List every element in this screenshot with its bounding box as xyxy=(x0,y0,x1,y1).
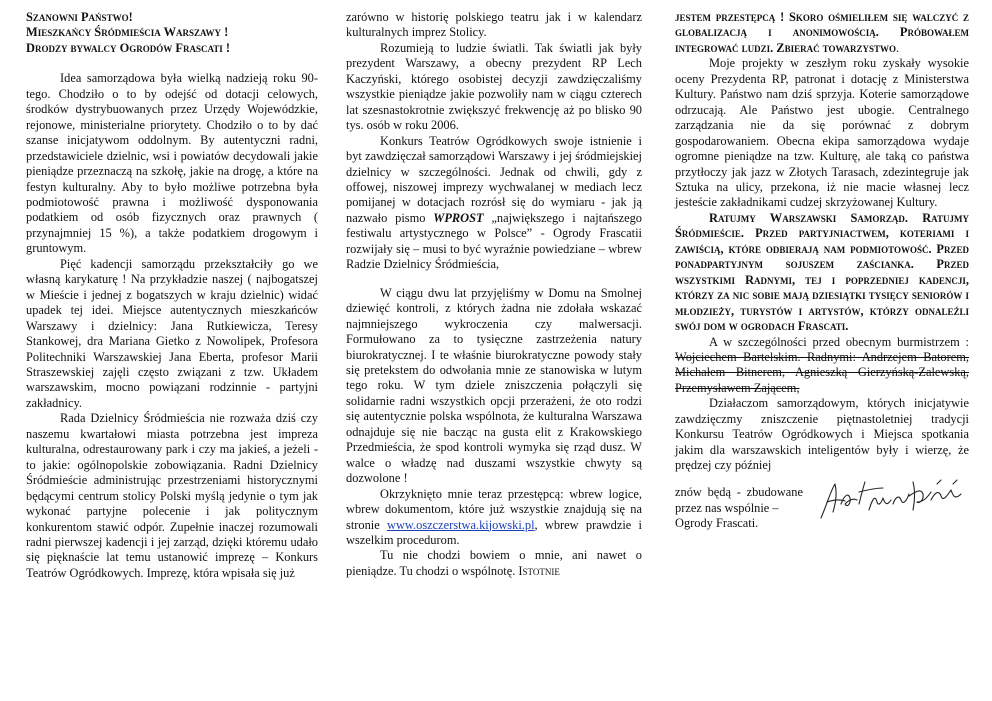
text-span: , wbrew prawdzie i wszelkim procedurom. xyxy=(346,517,642,547)
website-link[interactable]: www.oszczerstwa.kijowski.pl xyxy=(387,517,535,532)
paragraph-criminal xyxy=(675,10,969,56)
paragraph-inspections: W ciągu dwu lat przyjęliśmy w Domu na Smolnej dziewięć kontroli, z których żadna nie zdołała wskazać najmniejszego wykroczenia czy malwersacji. Formułowano za to tysięczne zastrzeżenia natury biurokratycznej. I te właśnie biurokratyczne powody stały się pretekstem do odwołania mnie ze stanowiska w lutym tego roku. W tym dziele zniszczenia połączyli się solidarnie radni wszystkich opcji przerażeni, że oto rodzi się autentycznie polska wspólnota, że kulturalna Warszawa odnajduje się nie bacząc na gusta elit z Krakowskiego Przedmieścia, że spod kontroli wymyka się rząd dusz. W walce o władzę nad duszami wszystkie chwyty są dozwolone ! xyxy=(346,285,642,486)
greeting-line-3: Drodzy bywalcy Ogrodów Frascati ! xyxy=(26,40,231,55)
smallcaps-span: Istotnie xyxy=(518,563,560,578)
column-2 xyxy=(346,10,642,579)
paragraph-projects: Moje projekty w zeszłym roku zyskały wysokie oceny Prezydenta RP, patronat i dotację z Ministerstwa Kultury. Państwo nam dziś sprzyja. Koterie samorządowe odrzucają. Ale Państwo jest ubogie. Centralnego zarządzania nie da się porównać z dobrym gospodarowaniem. Obecna ekipa samorządowa wydaje ogromne pieniądze na tzw. Kulturę, ale taką co państwa przytłoczy jak jazz w Złotych Tarasach, zdezintegruje jak Sztuka na ulicy, przekona, iż nie macie własnej lecz jesteście zakładnikami cudzej skrzyżowanej Kultury. xyxy=(675,56,969,210)
greeting-line-1: Szanowni Państwo! xyxy=(26,10,133,24)
paragraph-idea: Idea samorządowa była wielką nadzieją roku 90-tego. Chodziło o to by odejść od dotacji celowych, środków dystrybuowanych przez Urzędy Wojewódzkie, rejonowe, ministerialne priorytety. Chodziło o to by dać szanse inicjatywom oddolnym. By autentyczni radni, przedstawiciele dzielnic, wsi i powiatów decydowali jakie pieniądze przeznaczą na szkołę, jakie na drogę, a które na festyn kulturalny. Aby to było możliwe potrzebna była podmiotowość prawna i możliwość dysponowania podatkiem od osób fizycznych oraz prawnych ( przynajmniej 15 %), a także podatkiem drogowym i gruntowym. xyxy=(26,71,318,256)
paragraph-district-council: Rada Dzielnicy Śródmieścia nie rozważa dziś czy naszemu kwartałowi miasta potrzebna jest impreza kulturalna, odrestaurowany park i czy ma jakieś, a jeżeli - to jakie: ogólnopolskie zobowiązania. Radni Dzielnicy Śródmieście administrując przestrzeniami historycznymi będącymi centrum stolicy Polski myślą jedynie o tym jak wykonać partyjne polecenie i jak politycznym konkurentom stawić odpór. Zupełnie inaczej rozumowali radni pierwszej kadencji i jej zarząd, dzięki któremu udało się pięknaście lat temu ustanowić imprezę – Konkurs Teatrów Ogródkowych. Imprezę, która wpisała się już xyxy=(26,411,318,580)
greeting-line-2: Mieszkańcy Śródmieścia Warszawy ! xyxy=(26,25,229,40)
closing-line: znów będą - zbudowane przez nas wspólnie – xyxy=(675,485,803,515)
paragraph-continuation: zarówno w historię polskiego teatru jak i w kalendarz kulturalnych imprez Stolicy. xyxy=(346,10,642,40)
paragraph-activists: Działaczom samorządowym, których inicjatywie zawdzięczmy zniszczenie piętnastoletniej tradycji Konkursu Teatrów Ogródkowych i Miejsca spotkania jakim dla warszawskich inteligentów były i wierzę, że prędzej czy później xyxy=(675,396,969,473)
handwritten-signature xyxy=(817,474,967,522)
struck-names: Wojciechem Bartelskim. Radnymi: Andrzejem Batorem, Michałem Bitnerem, Agnieszką Gierzyńską-Zalewską, Przemysławem Zającem, xyxy=(675,349,969,395)
spacer xyxy=(346,273,642,286)
paragraph-mayor xyxy=(675,335,969,397)
paragraph-enlightened: Rozumieją to ludzie światli. Tak światli jak były prezydent Warszawy, a obecny prezydent RP Lech Kaczyński, którego osobistej decyzji zawdzięczaliśmy wszystkie pieniądze jakie pozwoliły nam w ciągu czterech lat szesnastokrotnie zwiększyć frekwencję aż po blisko 90 tys. osób w roku 2006. xyxy=(346,40,642,133)
column-1 xyxy=(26,10,318,581)
text-span: A w szczególności przed obecnym burmistrzem : xyxy=(709,334,969,349)
paragraph-contest xyxy=(346,134,642,273)
text-span: Konkurs Teatrów Ogródkowych swoje istnienie i byt zawdzięczał samorządowi Warszawy i jej śródmiejskiej dzielnicy w szczególności. Jednak od chwili, gdy z offowej, niszowej imprezy wychwalanej w mediach lecz pomijanej w dotacjach rozrósł się do wymiaru - jak ją nazwało pismo xyxy=(346,133,642,225)
column-3 xyxy=(675,10,969,532)
paragraph-save-warsaw: Ratujmy Warszawski Samorząd. Ratujmy Śródmieście. Przed partyjniactwem, koteriami i zawiścią, które odbierają nam podmiotowość. Przed ponadpartyjnym sojuszem zaścianka. Przed wszystkimi Radnymi, tej i poprzedniej kadencji, którzy za nic sobie mają dziesiątki tysięcy seniorów i młodzieży, turystów i artystów, którzy odnaleźli swój dom w ogrodach Frascati. xyxy=(675,210,969,334)
magazine-name: WPROST xyxy=(433,210,484,225)
closing-last-line: Ogrody Frascati. xyxy=(675,516,759,531)
paragraph-community xyxy=(346,548,642,579)
text-span: Okrzyknięto mnie teraz przestępcą: wbrew logice, wbrew dokumentom, które już wszystkie znajdują się na stronie xyxy=(346,486,642,532)
closing-text xyxy=(675,485,803,531)
text-span: Tu nie chodzi bowiem o mnie, ani nawet o pieniądze. Tu chodzi o wspólnotę. xyxy=(346,548,642,578)
spacer xyxy=(26,56,318,71)
smallcaps-span: jestem przestępcą ! Skoro ośmieliłem się walczyć z globalizacją i anonimowością. Próbowałem integrować ludzi. Zbierać towarzystwo xyxy=(675,10,969,55)
text-span: „największego i najtańszego festiwalu artystycznego w Polsce” - Ogrody Frascatii rozwijały się – musi to być wyraźnie powiedziane – wbrew Radzie Dzielnicy Śródmieścia, xyxy=(346,210,642,272)
paragraph-accusation xyxy=(346,487,642,549)
paragraph-caricature: Pięć kadencji samorządu przekształciły go we własną karykaturę ! Na przykładzie naszej ( najbogatszej w Mieście i jednej z bogatszych w kraju dzielnic) widać upadek tej idei. Miejsce autentycznych mieszkańców Warszawy i dzielnicy: Jana Rutkiewicza, Teresy Stankowej, dra Mariana Gietko z Nowolipek, Profesora Politechniki Warszawskiej Jana Eberta, profesor Marii Straszewskiej zajęli często związani z tzw. Układem warszawskim, mocno powiązani rodzinnie - partyjni zakładnicy. xyxy=(26,256,318,410)
text-span: . xyxy=(896,40,900,55)
closing-block xyxy=(675,474,969,532)
